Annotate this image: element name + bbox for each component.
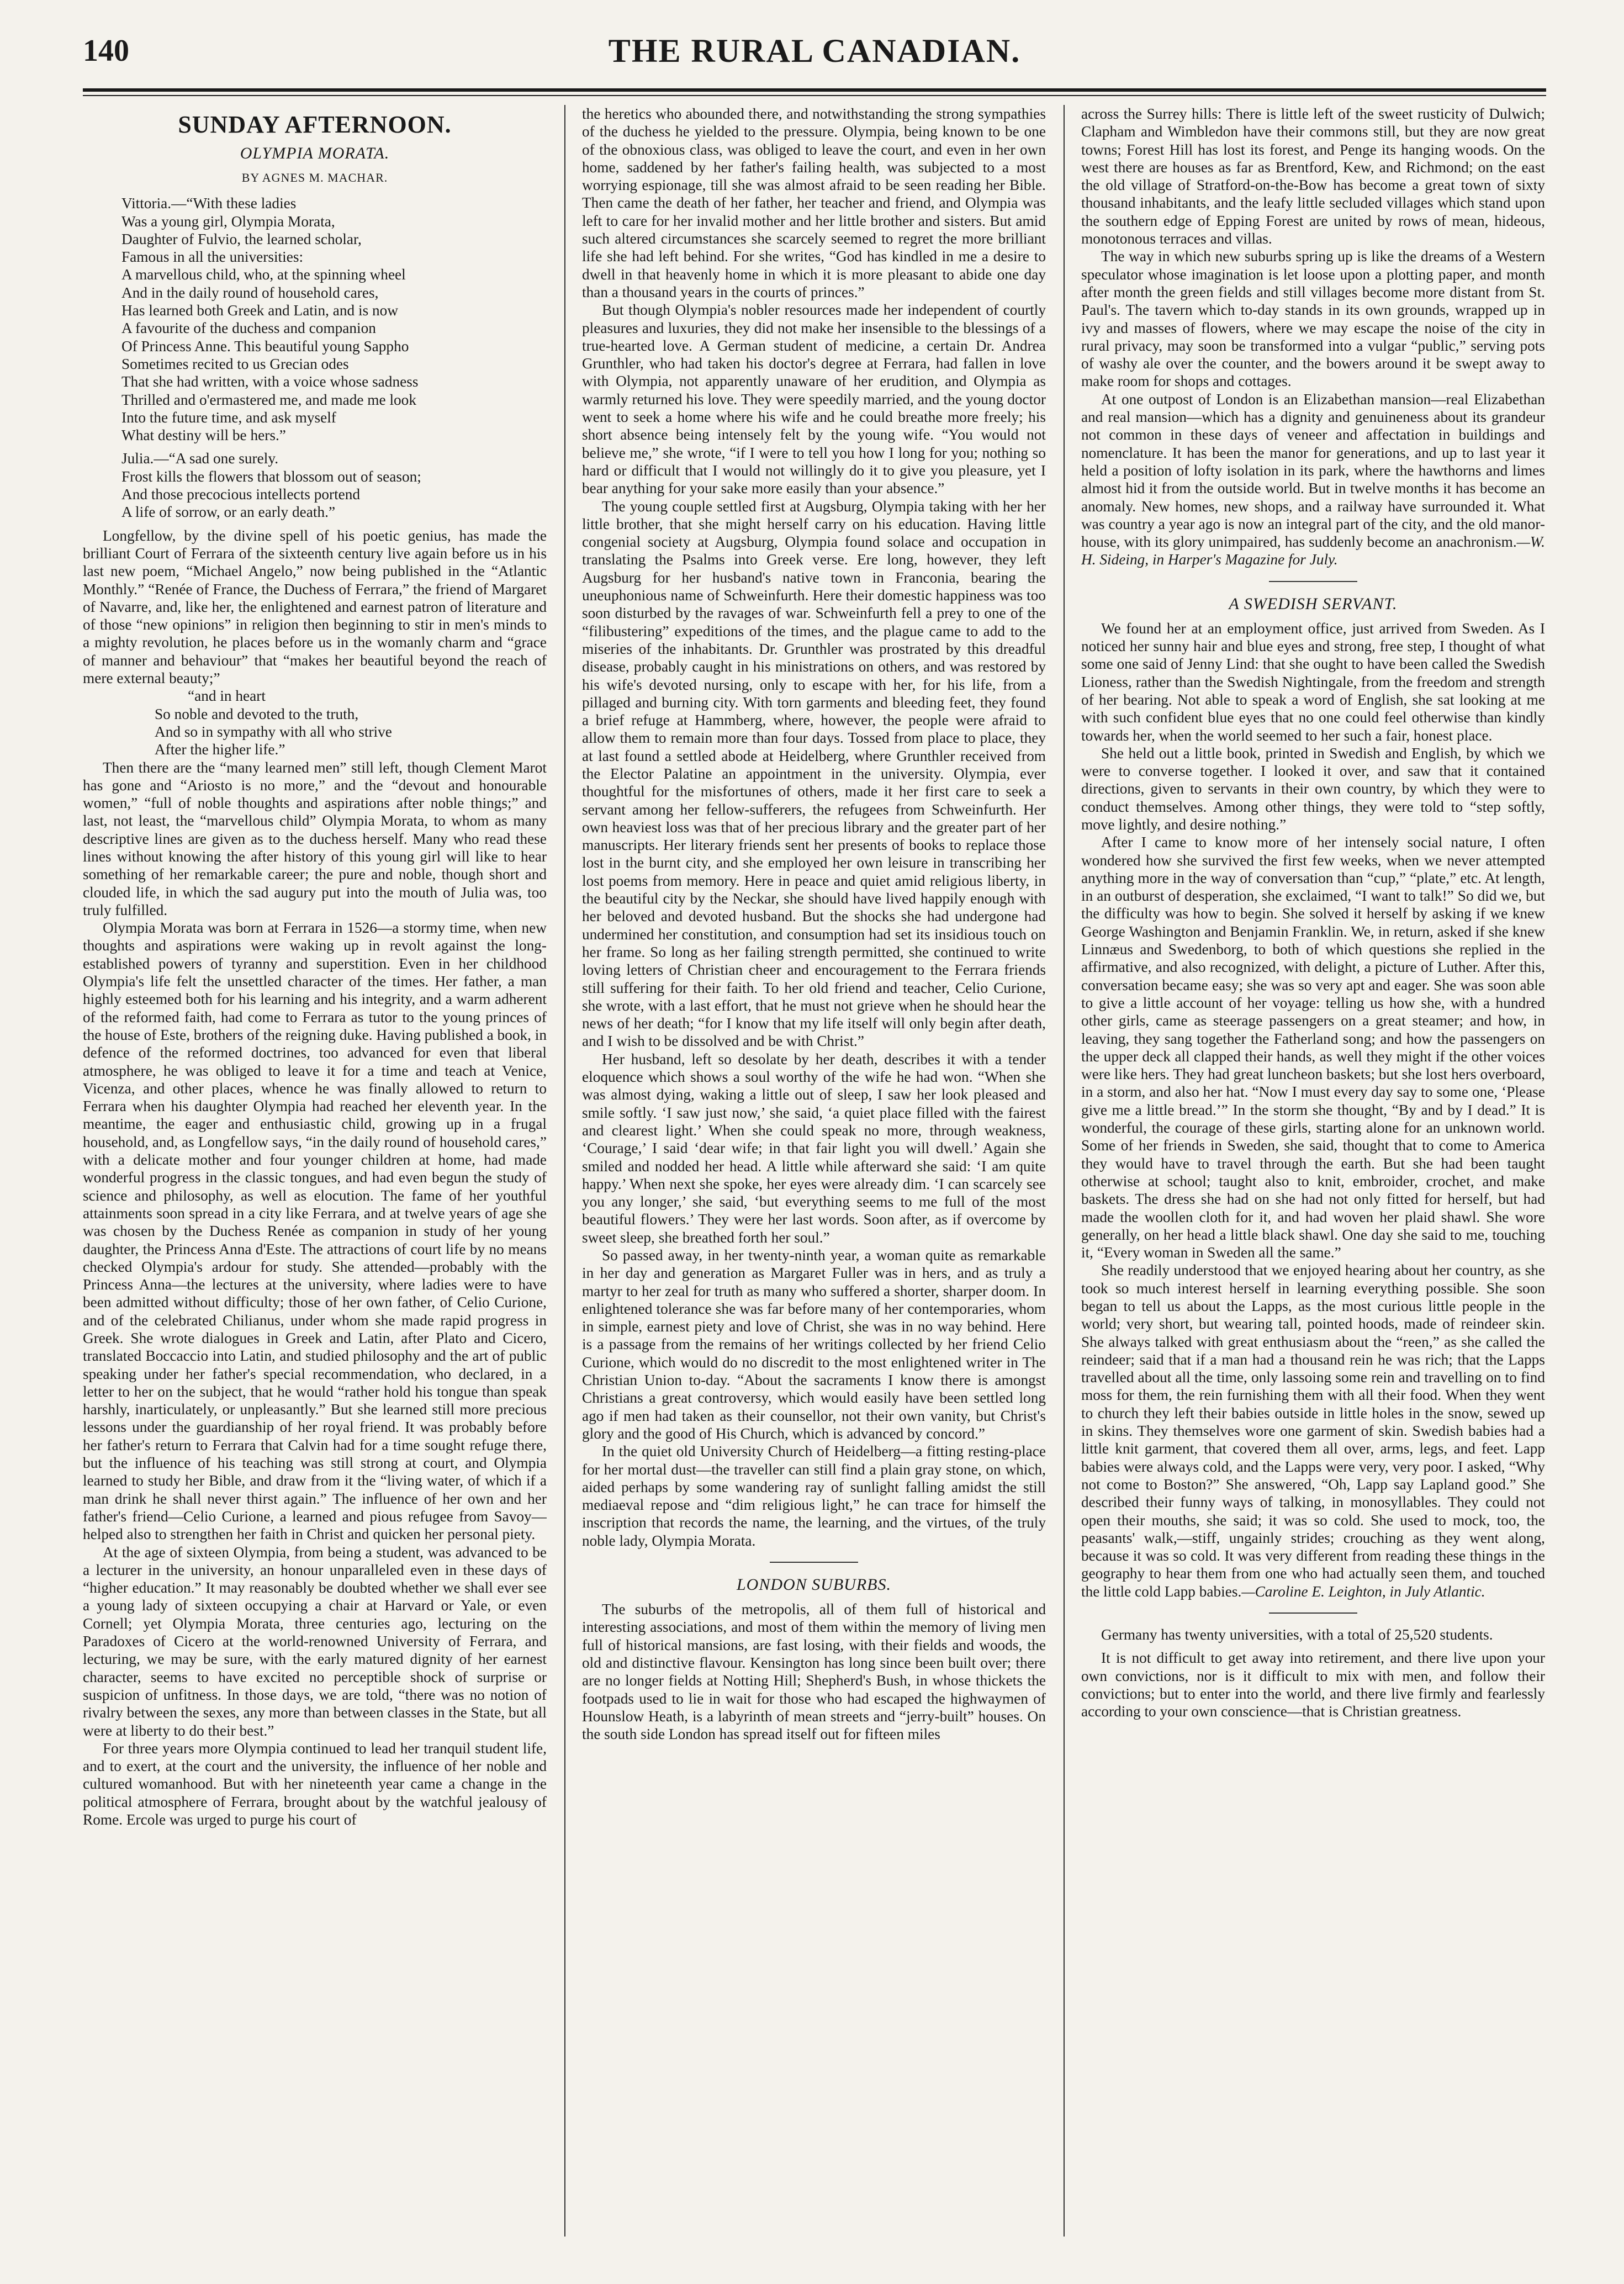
- paragraph: It is not difficult to get away into retirement, and there live upon your own convictions, nor is it difficult to mix with men, and follow their convictions; but to enter into the world, and there live firmly and fearlessly according to your own conscience—that is Christian greatness.: [1081, 1649, 1545, 1720]
- paragraph: In the quiet old University Church of Heidelberg—a fitting resting-place for her mortal dust—the traveller can still find a plain gray stone, on which, aided perhaps by some wandering ray of sunlight falling amidst the still mediaeval repose and “dim religious light,” he can trace for himself the inscription that records the name, the learning, and the virtues, of the truly noble lady, Olympia Morata.: [582, 1443, 1046, 1549]
- verse-line: Was a young girl, Olympia Morata,: [121, 213, 335, 230]
- paragraph: For three years more Olympia continued to lead her tranquil student life, and to exert, at the court and the university, the influence of her noble and cultured womanhood. But with her nineteenth year came a change in the political atmosphere of Ferrara, brought about by the watchful jealousy of Rome. Ercole was urged to purge his court of: [83, 1740, 547, 1828]
- divider-rule: [1269, 1612, 1357, 1614]
- verse-line: And in the daily round of household cares,: [121, 284, 379, 301]
- verse-line: Julia.—“A sad one surely.: [121, 450, 279, 467]
- verse-line: And those precocious intellects portend: [121, 486, 361, 503]
- masthead: THE RURAL CANADIAN.: [608, 33, 1021, 69]
- paragraph: the heretics who abounded there, and notwithstanding the strong sympathies of the duchess he yielded to the pressure. Olympia, being known to be one of the obnoxious class, was obliged to leave the court, and even in her own home, saddened by her father's failing health, was subjected to a most worrying espionage, till she was almost afraid to be seen reading her Bible. Then came the death of her father, her teacher and friend, and Olympia was left to care for her invalid mother and her little brother and sisters. But amid such altered circumstances she scarcely seemed to regret the more brilliant life she had left behind. For she writes, “God has kindled in me a desire to dwell in that heavenly home in which it is more pleasant to abide one day than a thousand years in the courts of princes.”: [582, 105, 1046, 300]
- column-2: [582, 105, 1046, 2237]
- paragraph: We found her at an employment office, just arrived from Sweden. As I noticed her sunny hair and blue eyes and strong, free step, I thought of what some one said of Jenny Lind: that she ought to have been called the Swedish Lioness, rather than the Swedish Nightingale, from the freedom and strength of her bearing. Not able to speak a word of English, she sat looking at me with such confident blue eyes that no one could feel otherwise than kindly towards her, when the world seemed to her such a fair, honest place.: [1081, 620, 1545, 744]
- article-title-london-suburbs: LONDON SUBURBS.: [736, 1575, 891, 1594]
- paragraph-text: At one outpost of London is an Elizabethan mansion—real Elizabethan and real mansion—which has a dignity and genuineness about its grandeur not common in these days of veneer and affectation in buildings and nomenclature. It has been the manor for generations, and up to last year it held a position of lofty isolation in its park, where the hawthorns and limes almost hid it from the outside world. But in twelve months it has become an anomaly. New homes, new shops, and a railway have surrounded it. What was country a year ago is now an integral part of the city, and the old manor-house, with its glory unimpaired, has suddenly become an anachronism.: [1081, 390, 1545, 551]
- attribution: —Caroline E. Leighton, in July Atlantic.: [1241, 1583, 1485, 1600]
- verse-line: That she had written, with a voice whose sadness: [121, 373, 419, 390]
- paragraph: So passed away, in her twenty-ninth year, a woman quite as remarkable in her day and generation as Margaret Fuller was in hers, and as truly a martyr to her zeal for truth as many who suffered a shorter, sharper doom. In enlightened tolerance she was far before many of her contemporaries, whom in simple, earnest piety and love of Christ, she was in no way behind. Here is a passage from the remains of her writings collected by her friend Celio Curione, which would do no discredit to the most enlightened writer in The Christian Union to-day. “About the sacraments I know there is amongst Christians a great controversy, which would easily have been settled long ago if men had taken as their counsellor, not their own vanity, but Christ's glory and the good of His Church, which is advanced by concord.”: [582, 1247, 1046, 1442]
- column-divider-1: [564, 105, 565, 2237]
- divider-rule: [1269, 581, 1357, 582]
- paragraph: After I came to know more of her intensely social nature, I often wondered how she survived the first few weeks, when we never attempted anything more in the way of conversation than “cup,” “plate,” etc. At length, in an outburst of desperation, she exclaimed, “I want to talk!” So did we, but the difficulty was how to begin. She solved it herself by asking if we knew George Washington and Benjamin Franklin. We, in return, asked if she knew Linnæus and Swedenborg, to both of which questions she replied in the affirmative, and also recognized, with delight, a picture of Luther. After this, conversation became easy; she was so very apt and eager. She was soon able to give a little account of her voyage: telling us how she, with a hundred other girls, came as steerage passengers on a great steamer; and how, in leaving, they sang together the Fatherland song; and how the passengers on the upper deck all clapped their hands, as well they might if the other voices were like hers. They had great luncheon baskets; but she lost hers overboard, in a storm, and also her hat. “Now I must every day say to some one, ‘Please give me a little bread.’” In the storm she thought, “By and by I dead.” It is wonderful, the courage of these girls, starting alone for an unknown world. Some of her friends in Sweden, she said, thought that to come to America they would have to travel through the earth. But she had been taught otherwise at school; taught also to knit, embroider, crochet, and make baskets. The dress she had on she had not only fitted for herself, but had made the woollen cloth for it, and had woven her plaid shawl. She wore generally, on her head a little black shawl. One day she said to me, touching it, “Every woman in Sweden all the same.”: [1081, 834, 1545, 1261]
- verse-line: Of Princess Anne. This beautiful young Sappho: [121, 337, 409, 355]
- column-divider-2: [1064, 105, 1065, 2237]
- paragraph: The way in which new suburbs spring up is like the dreams of a Western speculator whose imagination is let loose upon a plotting paper, and month after month the green fields and still villages become more distant from St. Paul's. The tavern which to-day stands in its own grounds, wrapped up in ivy and masses of flowers, where we may escape the noise of the city in rural privacy, may soon be transformed into a vulgar “public,” serving pots of washy ale over the counter, and the bowers around it be swept away to make room for shops and cottages.: [1081, 248, 1545, 390]
- paragraph: But though Olympia's nobler resources made her independent of courtly pleasures and luxuries, they did not make her insensible to the blessings of a true-hearted love. A German student of medicine, a certain Dr. Andrea Grunthler, who had taken his doctor's degree at Ferrara, had fallen in love with Olympia, not apparently unaware of her erudition, and Olympia as warmly returned his love. They were speedily married, and the young doctor went to seek a home where his wife and he could breathe more freely; his short absence being intensely felt by the young wife. “You would not believe me,” she wrote, “if I were to tell you how I long for you; nothing so hard or difficult that I would not willingly do it to give you pleasure, yet I bear anything for your sake more easily than your absence.”: [582, 302, 1046, 497]
- verse-line: Into the future time, and ask myself: [121, 409, 336, 426]
- page-header: [83, 28, 1546, 88]
- article-title-olympia: OLYMPIA MORATA.: [240, 144, 390, 162]
- paragraph: across the Surrey hills: There is little left of the sweet rusticity of Dulwich; Clapham and Wimbledon have their commons still, but they are now great towns; Forest Hill has lost its forest, and Penge its hanging woods. On the west there are houses as far as Brentford, Kew, and Richmond; on the east the old village of Stratford-on-the-Bow has become a great town of sixty thousand inhabitants, and the leafy little secluded villages which stand upon the southern edge of Epping Forest are united by rows of mean, hideous, monotonous terraces and villas.: [1081, 105, 1545, 247]
- column-1: [83, 105, 547, 2237]
- verse-line: Vittoria.—“With these ladies: [121, 195, 297, 212]
- paragraph: Olympia Morata was born at Ferrara in 1526—a stormy time, when new thoughts and aspirations were waking up in revolt against the long-established powers of tyranny and superstition. Even in her childhood Olympia's life felt the unsettled character of the times. Her father, a man highly esteemed both for his learning and his integrity, and a warm adherent of the reformed faith, had come to Ferrara as tutor to the young princes of the house of Este, brothers of the reigning duke. Having published a book, in defence of the reformed doctrines, too advanced for even that liberal atmosphere, he was obliged to leave it for a time and teach at Venice, Vicenza, and other places, whence he was finally allowed to return to Ferrara when his daughter Olympia had reached her eleventh year. In the meantime, the eager and enthusiastic child, growing up in a frugal household, and, as Longfellow says, “in the daily round of household cares,” with a delicate mother and four younger children at home, had made wonderful progress in the classic tongues, and had even begun the study of science and philosophy, as well as elocution. The fame of her youthful attainments soon spread in a city like Ferrara, and at twelve years of age she was chosen by the Duchess Renée as companion in study of her young daughter, the Princess Anna d'Este. The attractions of court life by no means checked Olympia's ardour for study. She attended—probably with the Princess Anna—the lectures at the university, where ladies were to have been admitted without difficulty; those of her own father, of Celio Curione, and of the celebrated Chilianus, under whom she made rapid progress in Greek. She wrote dialogues in Greek and Latin, after Plato and Cicero, translated Boccaccio into Latin, and studied philosophy and the art of public speaking under her father's special recommendation, who declared, in a letter to her on the subject, that he would “rather hold his tongue than speak harshly, inarticulately, or unpleasantly.” But she learned still more precious lessons under the guardianship of her royal friend. It was probably before her father's return to Ferrara that Calvin had for a time sought refuge there, but the influence of his teaching was still strong at court, and Olympia learned to study her Bible, and draw from it the “living water, of which if a man drink he shall never thirst again.” The influence of her own and her father's friend—Celio Curione, a learned and pious refugee from Savoy—helped also to strengthen her faith in Christ and quicken her personal piety.: [83, 919, 547, 1543]
- verse-vittoria: [83, 194, 547, 444]
- paragraph: The suburbs of the metropolis, all of them full of historical and interesting associations, and most of them within the memory of living men full of historical mansions, are fast losing, with their fields and woods, the old and distinctive flavour. Kensington has long since been built over; there are no longer fields at Notting Hill; Shepherd's Bush, in whose thickets the footpads used to lie in wait for those who had escaped the highwaymen of Hounslow Heath, is a labyrinth of mean streets and “jerry-built” houses. On the south side London has spread itself out for fifteen miles: [582, 1601, 1046, 1743]
- paragraph: Her husband, left so desolate by her death, describes it with a tender eloquence which shows a soul worthy of the wife he had won. “When she was almost dying, waking a little out of sleep, I saw her look pleased and smile softly. ‘I saw just now,’ she said, ‘a quiet place filled with the fairest and clearest light.’ When she could speak no more, through weakness, ‘Courage,’ I said ‘dear wife; in that fair light you will dwell.’ Again she smiled and nodded her head. A little while afterward she said: ‘I am quite happy.’ When next she spoke, her eyes were already dim. ‘I can scarcely see you any longer,’ she said, ‘but everything seems to me full of the most beautiful flowers.’ They were her last words. Soon after, as if overcome by sweet sleep, she breathed forth her soul.”: [582, 1050, 1046, 1246]
- verse-line: Thrilled and o'ermastered me, and made me look: [121, 391, 416, 408]
- column-3: [1081, 105, 1545, 2237]
- paragraph: Then there are the “many learned men” still left, though Clement Marot has gone and “Ariosto is no more,” and the “devout and honourable women,” “full of noble thoughts and aspirations after noble things;” and last, not least, the “marvellous child” Olympia Morata, to whom as many descriptive lines are given as to the duchess herself. Many who read these lines without knowing the after history of this young girl will like to hear something of her remarkable career; the pure and noble, though short and clouded life, in which the sad augury put into the mouth of Julia was, too truly fulfilled.: [83, 759, 547, 918]
- verse-line: A life of sorrow, or an early death.”: [121, 504, 336, 521]
- header-rule-thin: [83, 95, 1546, 96]
- verse-line: Daughter of Fulvio, the learned scholar,: [121, 230, 362, 247]
- verse-julia: [83, 450, 547, 521]
- verse-line: After the higher life.”: [155, 741, 285, 758]
- verse-line: Sometimes recited to us Grecian odes: [121, 355, 349, 372]
- verse-line: A favourite of the duchess and companion: [121, 320, 376, 337]
- paragraph: At the age of sixteen Olympia, from being a student, was advanced to be a lecturer in the university, an honour unparalleled even in these days of “higher education.” It may reasonably be doubted whether we shall ever see a young lady of sixteen occupying a chair at Harvard or Yale, or even Cornell; yet Olympia Morata, three centuries ago, lecturing on the Paradoxes of Cicero at the world-renowned University of Ferrara, and lecturing, we may be sure, with the early matured dignity of her earnest character, seems to have excited no perceptible shock of surprise or suspicion of unfitness. In those days, we are told, “there was no notion of rivalry between the sexes, any more than between classes in the State, but all were at liberty to do their best.”: [83, 1543, 547, 1739]
- paragraph: [1081, 390, 1545, 569]
- page-number: 140: [83, 34, 129, 68]
- verse-line: Famous in all the universities:: [121, 249, 304, 266]
- verse-line: What destiny will be hers.”: [121, 427, 286, 444]
- header-rule-thick: [83, 88, 1546, 92]
- verse-line: Has learned both Greek and Latin, and is now: [121, 302, 399, 319]
- attribution: —W. H. Sideing, in Harper's Magazine for July.: [1081, 533, 1545, 568]
- verse-line: “and in heart: [188, 688, 266, 705]
- paragraph: The young couple settled first at Augsburg, Olympia taking with her her little brother, that she might herself carry on his education. Having little congenial society at Augsburg, Olympia found solace and occupation in translating the Psalms into Greek verse. Ere long, however, they left Augsburg for her husband's native town in Franconia, bearing the uneuphonious name of Schweinfurth. Here their domestic happiness was too soon disturbed by the ravages of war. Schweinfurth fell a prey to one of the “filibustering” expeditions of the times, and the plague came to add to the miseries of the inhabitants. Dr. Grunthler was prostrated by this dreadful disease, probably caught in his ministrations on others, and was restored by his wife's devoted nursing, only to escape with her, for his life, from a pillaged and burning city. With torn garments and bleeding feet, they found a brief refuge at Hammberg, where, however, the people were afraid to allow them to remain more than four days. Tossed from place to place, they at last found a settled abode at Heidelberg, where Grunthler received from the Elector Palatine an appointment in the university. Olympia, ever thoughtful for the misfortunes of others, made it her first care to seek a servant among her fellow-sufferers, the refugees from Schweinfurth. Her own heaviest loss was that of her precious library and the greater part of her manuscripts. Her literary friends sent her presents of books to replace those lost in the burnt city, and she employed her own leisure in transcribing her lost poems from memory. Here in peace and quiet amid religious liberty, in the beautiful city by the Neckar, she should have lived happily enough with her beloved and devoted husband. But the shocks she had undergone had undermined her constitution, and consumption had set its insidious touch on her frame. So long as her failing strength permitted, she continued to write loving letters of Christian cheer and encouragement to the Ferrara friends still suffering for their faith. To her old friend and teacher, Celio Curione, she wrote, with a last effort, that he must not grieve when he should hear the news of her death; “for I know that my life itself will only begin after death, and I wish to be dissolved and be with Christ.”: [582, 498, 1046, 1050]
- verse-line: Frost kills the flowers that blossom out of season;: [121, 468, 421, 485]
- paragraph: She held out a little book, printed in Swedish and English, by which we were to converse together. I looked it over, and saw that it contained directions, given to servants in their own country, by which they were to conduct themselves. Among other things, they were told to “step softly, move lightly, and desire nothing.”: [1081, 744, 1545, 833]
- byline: BY AGNES M. MACHAR.: [241, 171, 388, 184]
- verse-line: So noble and devoted to the truth,: [155, 705, 359, 722]
- verse-quote: [83, 687, 547, 758]
- verse-line: And so in sympathy with all who strive: [155, 723, 392, 740]
- paragraph: Longfellow, by the divine spell of his poetic genius, has made the brilliant Court of Ferrara of the sixteenth century live again before us in his last new poem, “Michael Angelo,” now being published in the “Atlantic Monthly.” “Renée of France, the Duchess of Ferrara,” the friend of Margaret of Navarre, and, like her, the enlightened and earnest patron of literature and of those “new opinions” in religion then beginning to stir in men's minds to a mighty revolution, he places before us in the womanly charm and “grace of manner and behaviour” that “makes her beautiful beyond the reach of mere external beauty;”: [83, 527, 547, 687]
- section-title: SUNDAY AFTERNOON.: [178, 111, 452, 138]
- paragraph-text: She readily understood that we enjoyed hearing about her country, as she took so much interest herself in learning everything possible. She soon began to tell us about the Lapps, as the most curious little people in the world; very short, but wearing tall, pointed hoods, made of reindeer skin. She always talked with great enthusiasm about the “reen,” as she called the reindeer; said that if a man had a thousand rein he was rich; that the Lapps travelled about all the time, only lassoing some rein and travelling on to find moss for them, the rein furnishing them with all their food. When they went to church they left their babies outside in little holes in the snow, sewed up in skins. They themselves wore one garment of skin. Swedish babies had a little knit garment, that covered them all over, arms, legs, and feet. Lapp babies were always cold, and the Lapps were very, very poor. I asked, “Why not come to Boston?” She answered, “Oh, Lapp say Lapland good.” She described their funny ways of talking, in monosyllables. They could not open their mouths, she said; it was so cold. She used to mock, too, the peasants' walk,—stiff, ungainly strides; crouching as they went along, because it was so cold. It was very different from reading these things in the geography to hear them from one who had actually seen them, and touched the little cold Lapp babies.: [1081, 1262, 1545, 1600]
- paragraph: Germany has twenty universities, with a total of 25,520 students.: [1101, 1626, 1493, 1643]
- verse-line: A marvellous child, who, at the spinning wheel: [121, 266, 406, 283]
- divider-rule: [770, 1562, 858, 1563]
- paragraph: [1081, 1261, 1545, 1600]
- article-title-swedish-servant: A SWEDISH SERVANT.: [1229, 594, 1398, 613]
